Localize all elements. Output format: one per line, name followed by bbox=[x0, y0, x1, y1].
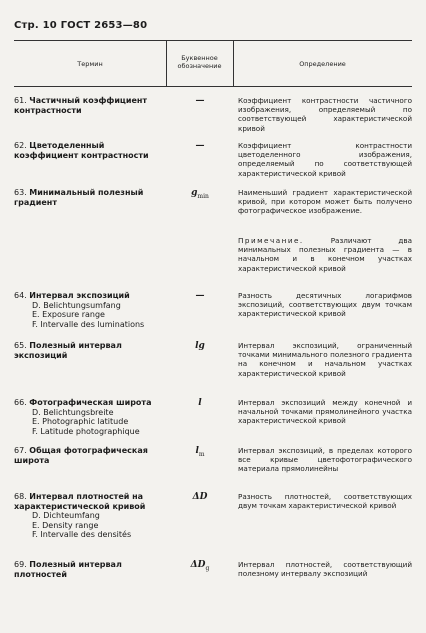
foreign-term-de: D. Belichtungsbreite bbox=[32, 407, 114, 417]
entry-63-symbol bbox=[168, 188, 232, 200]
entry-number: 69. bbox=[14, 560, 27, 569]
entry-67-term bbox=[14, 446, 166, 465]
entry-63-note bbox=[238, 236, 412, 273]
entry-number: 61. bbox=[14, 96, 27, 105]
term-text: Полезный интервал плотностей bbox=[14, 560, 122, 579]
entry-63-term bbox=[14, 188, 166, 207]
column-header-symbol-line2: обозначение bbox=[177, 62, 222, 70]
entry-64-symbol: — bbox=[195, 291, 205, 301]
term-text: Частичный коэффициент контрастности bbox=[14, 96, 148, 115]
foreign-term-fr: F. Latitude photographique bbox=[32, 426, 140, 436]
column-header-definition: Определение bbox=[299, 60, 346, 68]
note-text: Различают два минимальных полезных градиента — в начальном и в конечном участках характеристической кривой bbox=[238, 236, 412, 273]
entry-62-term bbox=[14, 141, 166, 160]
entry-65-term bbox=[14, 341, 166, 360]
entry-69-definition: Интервал плотностей, соответствующий полезному интервалу экспозиций bbox=[238, 560, 412, 579]
term-text: Фотографическая широта bbox=[29, 398, 152, 407]
symbol-subscript: min bbox=[197, 192, 209, 200]
entry-number: 68. bbox=[14, 492, 27, 501]
entry-number: 62. bbox=[14, 141, 27, 150]
entry-number: 64. bbox=[14, 291, 27, 300]
term-text: Полезный интервал экспозиций bbox=[14, 341, 122, 360]
entry-69-term bbox=[14, 560, 166, 579]
term-text: Общая фотографическая широта bbox=[14, 446, 148, 465]
entry-62-symbol: — bbox=[195, 141, 205, 151]
entry-68-definition: Разность плотностей, соответствующих двум точкам характеристической кривой bbox=[238, 492, 412, 511]
foreign-term-de: D. Dichteumfang bbox=[32, 511, 100, 520]
term-text: Минимальный полезный градиент bbox=[14, 188, 144, 207]
entry-65-symbol: lg bbox=[195, 341, 205, 351]
entry-62-definition: Коэффициент контрастности цветоделенного изображения, определяемый по соответствующей характеристической кривой bbox=[238, 141, 412, 178]
symbol-subscript: m bbox=[198, 450, 205, 458]
entry-68-symbol: ΔD bbox=[192, 492, 208, 502]
entry-number: 66. bbox=[14, 398, 27, 407]
entry-67-definition: Интервал экспозиций, в пределах которого все кривые цветофотографического материала прямолинейны bbox=[238, 446, 412, 474]
entry-64-definition: Разность десятичных логарифмов экспозиций, соответствующих двум точкам характеристической кривой bbox=[238, 291, 412, 319]
table-header-rule bbox=[14, 86, 412, 87]
foreign-term-en: E. Exposure range bbox=[32, 310, 105, 319]
page-header: Стр. 10 ГОСТ 2653—80 bbox=[14, 20, 148, 31]
entry-61-symbol: — bbox=[195, 96, 205, 106]
entry-65-definition: Интервал экспозиций, ограниченный точками минимального полезного градиента на конечном и начальном участках характеристической кривой bbox=[238, 341, 412, 378]
entry-66-term bbox=[14, 398, 166, 436]
entry-63-definition: Наименьший градиент характеристической кривой, при котором может быть получено фотографическое изображение. bbox=[238, 188, 412, 216]
entry-61-definition: Коэффициент контрастности частичного изображения, определяемый по соответствующей характеристической кривой bbox=[238, 96, 412, 133]
symbol-main: g bbox=[191, 188, 198, 198]
column-header-term: Термин bbox=[77, 60, 103, 68]
term-text: Интервал экспозиций bbox=[29, 291, 130, 300]
entry-68-term bbox=[14, 492, 166, 540]
symbol-subscript: g bbox=[205, 564, 210, 572]
entry-number: 65. bbox=[14, 341, 27, 350]
entry-67-symbol bbox=[168, 446, 232, 458]
entry-number: 67. bbox=[14, 446, 27, 455]
note-label: Примечание. bbox=[238, 236, 304, 245]
column-header-symbol bbox=[166, 54, 233, 70]
foreign-term-en: E. Density range bbox=[32, 520, 99, 530]
column-header-symbol-line1: Буквенное bbox=[181, 54, 218, 62]
entry-66-definition: Интервал экспозиций между конечной и начальной точками прямолинейного участка характеристической кривой bbox=[238, 398, 412, 426]
entry-64-term bbox=[14, 291, 166, 329]
entry-number: 63. bbox=[14, 188, 27, 197]
entry-69-symbol bbox=[168, 560, 232, 572]
foreign-term-en: E. Photographic latitude bbox=[32, 417, 129, 426]
entry-66-symbol: l bbox=[198, 398, 202, 408]
symbol-main: ΔD bbox=[190, 560, 206, 570]
foreign-term-de: D. Belichtungsumfang bbox=[32, 300, 121, 310]
table-top-rule bbox=[14, 40, 412, 41]
term-text: Интервал плотностей на характеристической кривой bbox=[14, 492, 146, 511]
foreign-term-fr: F. Intervalle des densités bbox=[32, 530, 132, 539]
symbol-main: l bbox=[195, 446, 199, 456]
foreign-term-fr: F. Intervalle des luminations bbox=[32, 319, 145, 329]
term-text: Цветоделенный коэффициент контрастности bbox=[14, 141, 149, 160]
entry-61-term bbox=[14, 96, 166, 115]
